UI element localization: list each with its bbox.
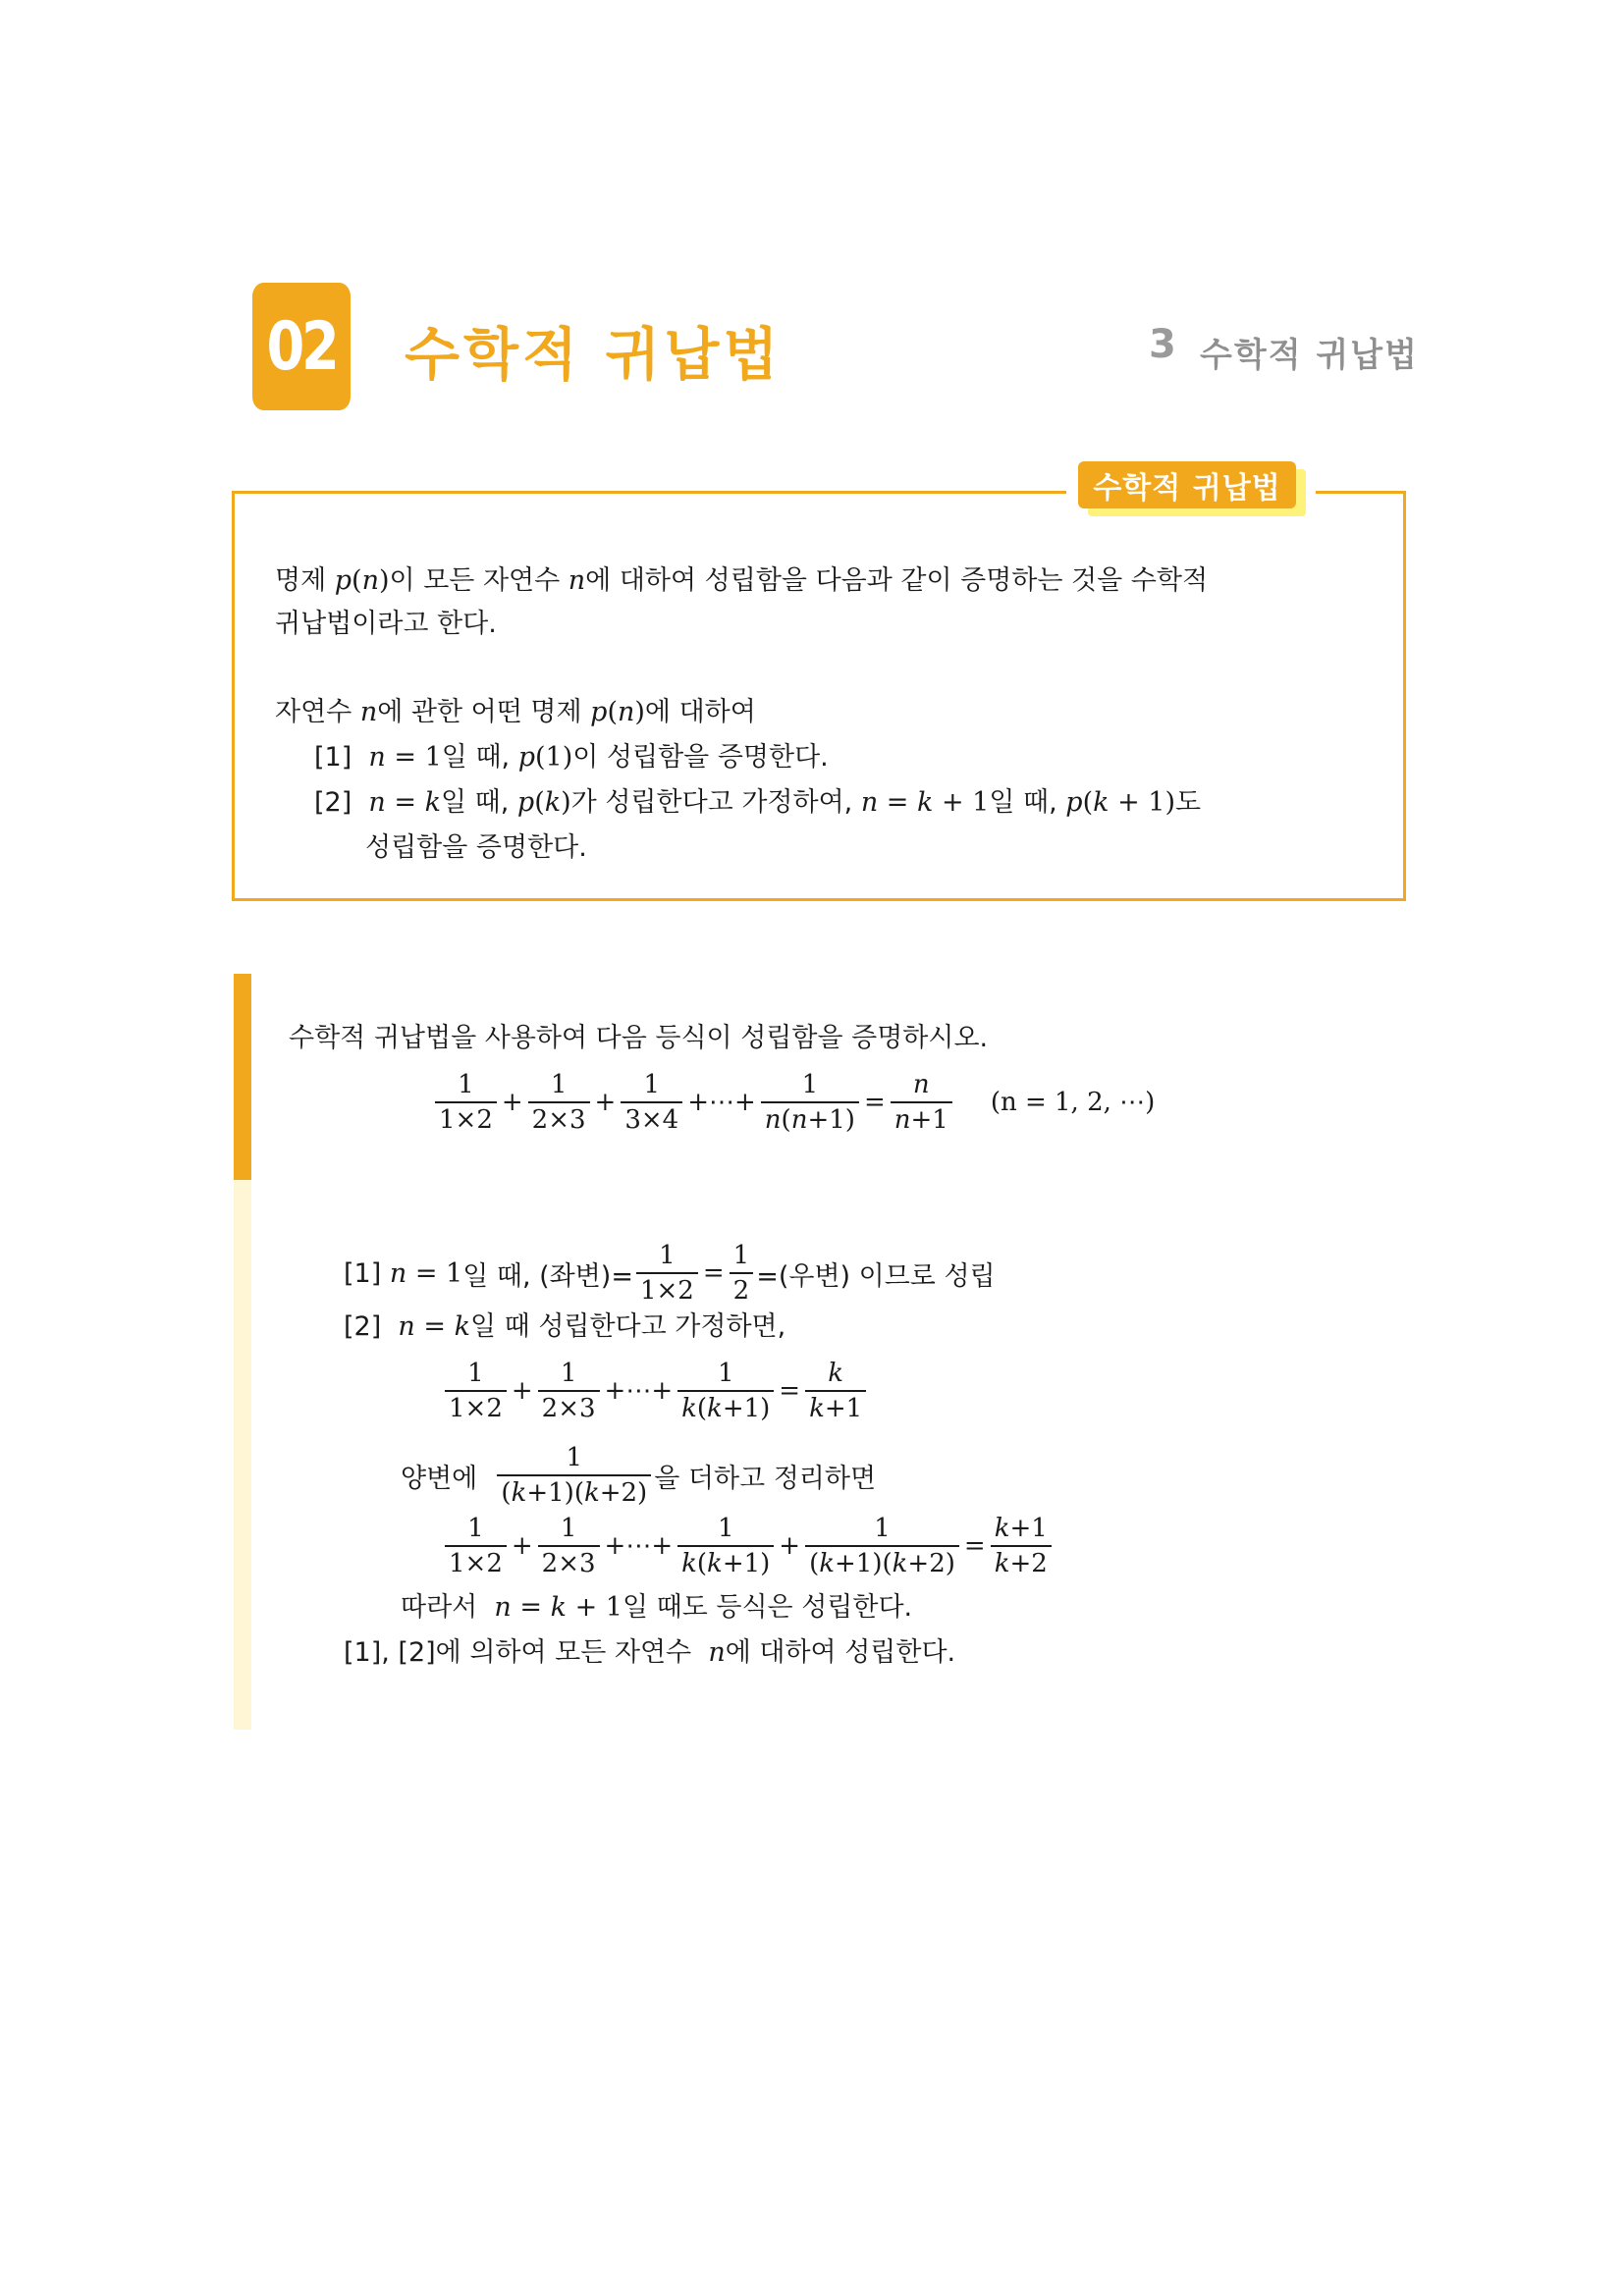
definition-tab-label: 수학적 귀납법: [1078, 461, 1296, 508]
definition-step-1: [1] n = 1일 때, p(1)이 성립함을 증명한다.: [314, 742, 829, 773]
chapter-number-badge: 02: [252, 283, 351, 410]
solution-step-2: [2] n = k일 때 성립한다고 가정하면,: [344, 1311, 786, 1342]
solution-add-both-sides: 양변에 $\frac{1}{(k+1)(k+2)}$ 을 더하고 정리하면: [401, 1443, 877, 1508]
definition-step-2: [2] n = k일 때, p(k)가 성립한다고 가정하여, n = k + 1일 때, p(k + 1)도: [314, 787, 1202, 818]
example-range: (n = 1, 2, ⋯): [990, 1088, 1156, 1117]
definition-intro-line-1: 명제 p(n)이 모든 자연수 n에 대하여 성립함을 다음과 같이 증명하는 것을 수학적: [275, 565, 1209, 596]
example-bar-light: [234, 1180, 251, 1730]
definition-lead: 자연수 n에 관한 어떤 명제 p(n)에 대하여: [275, 697, 756, 727]
example-problem: 수학적 귀납법을 사용하여 다음 등식이 성립함을 증명하시오.: [289, 1023, 989, 1053]
solution-result-equation: $\frac{1}{1\times 2}$ + $\frac{1}{2\times 3}$ +⋯+ $\frac{1}{k(k+1)}$ + $\frac{1}{(k+1)(k+2)}$ = $\frac{k+1}{k+2}$: [442, 1514, 1055, 1578]
definition-step-2-continued: 성립함을 증명한다.: [365, 832, 587, 863]
section-title: 수학적 귀납법: [1200, 336, 1419, 375]
chapter-title: 수학적 귀납법: [405, 321, 783, 388]
example-bar-accent: [234, 974, 251, 1180]
section-number: 3: [1149, 322, 1176, 367]
solution-conclusion: [1], [2]에 의하여 모든 자연수 n에 대하여 성립한다.: [344, 1637, 956, 1668]
solution-therefore: 따라서 n = k + 1일 때도 등식은 성립한다.: [401, 1592, 913, 1623]
definition-intro-line-2: 귀납법이라고 한다.: [275, 609, 497, 639]
example-equation: $\frac{1}{1\times 2}$ + $\frac{1}{2\times 3}$ + $\frac{1}{3\times 4}$ +⋯+ $\frac{1}{n(n+1)}$ = $\frac{n}{n+1}$ (n = 1, 2, ⋯): [432, 1070, 1155, 1135]
solution-step-1: [1] n = 1 일 때, (좌변)= $\frac{1}{1\times 2}$ = $\frac{1}{2}$ =(우변) 이므로 성립: [344, 1241, 996, 1306]
solution-hypothesis-equation: $\frac{1}{1\times 2}$ + $\frac{1}{2\times 3}$ +⋯+ $\frac{1}{k(k+1)}$ = $\frac{k}{k+1}$: [442, 1359, 869, 1423]
